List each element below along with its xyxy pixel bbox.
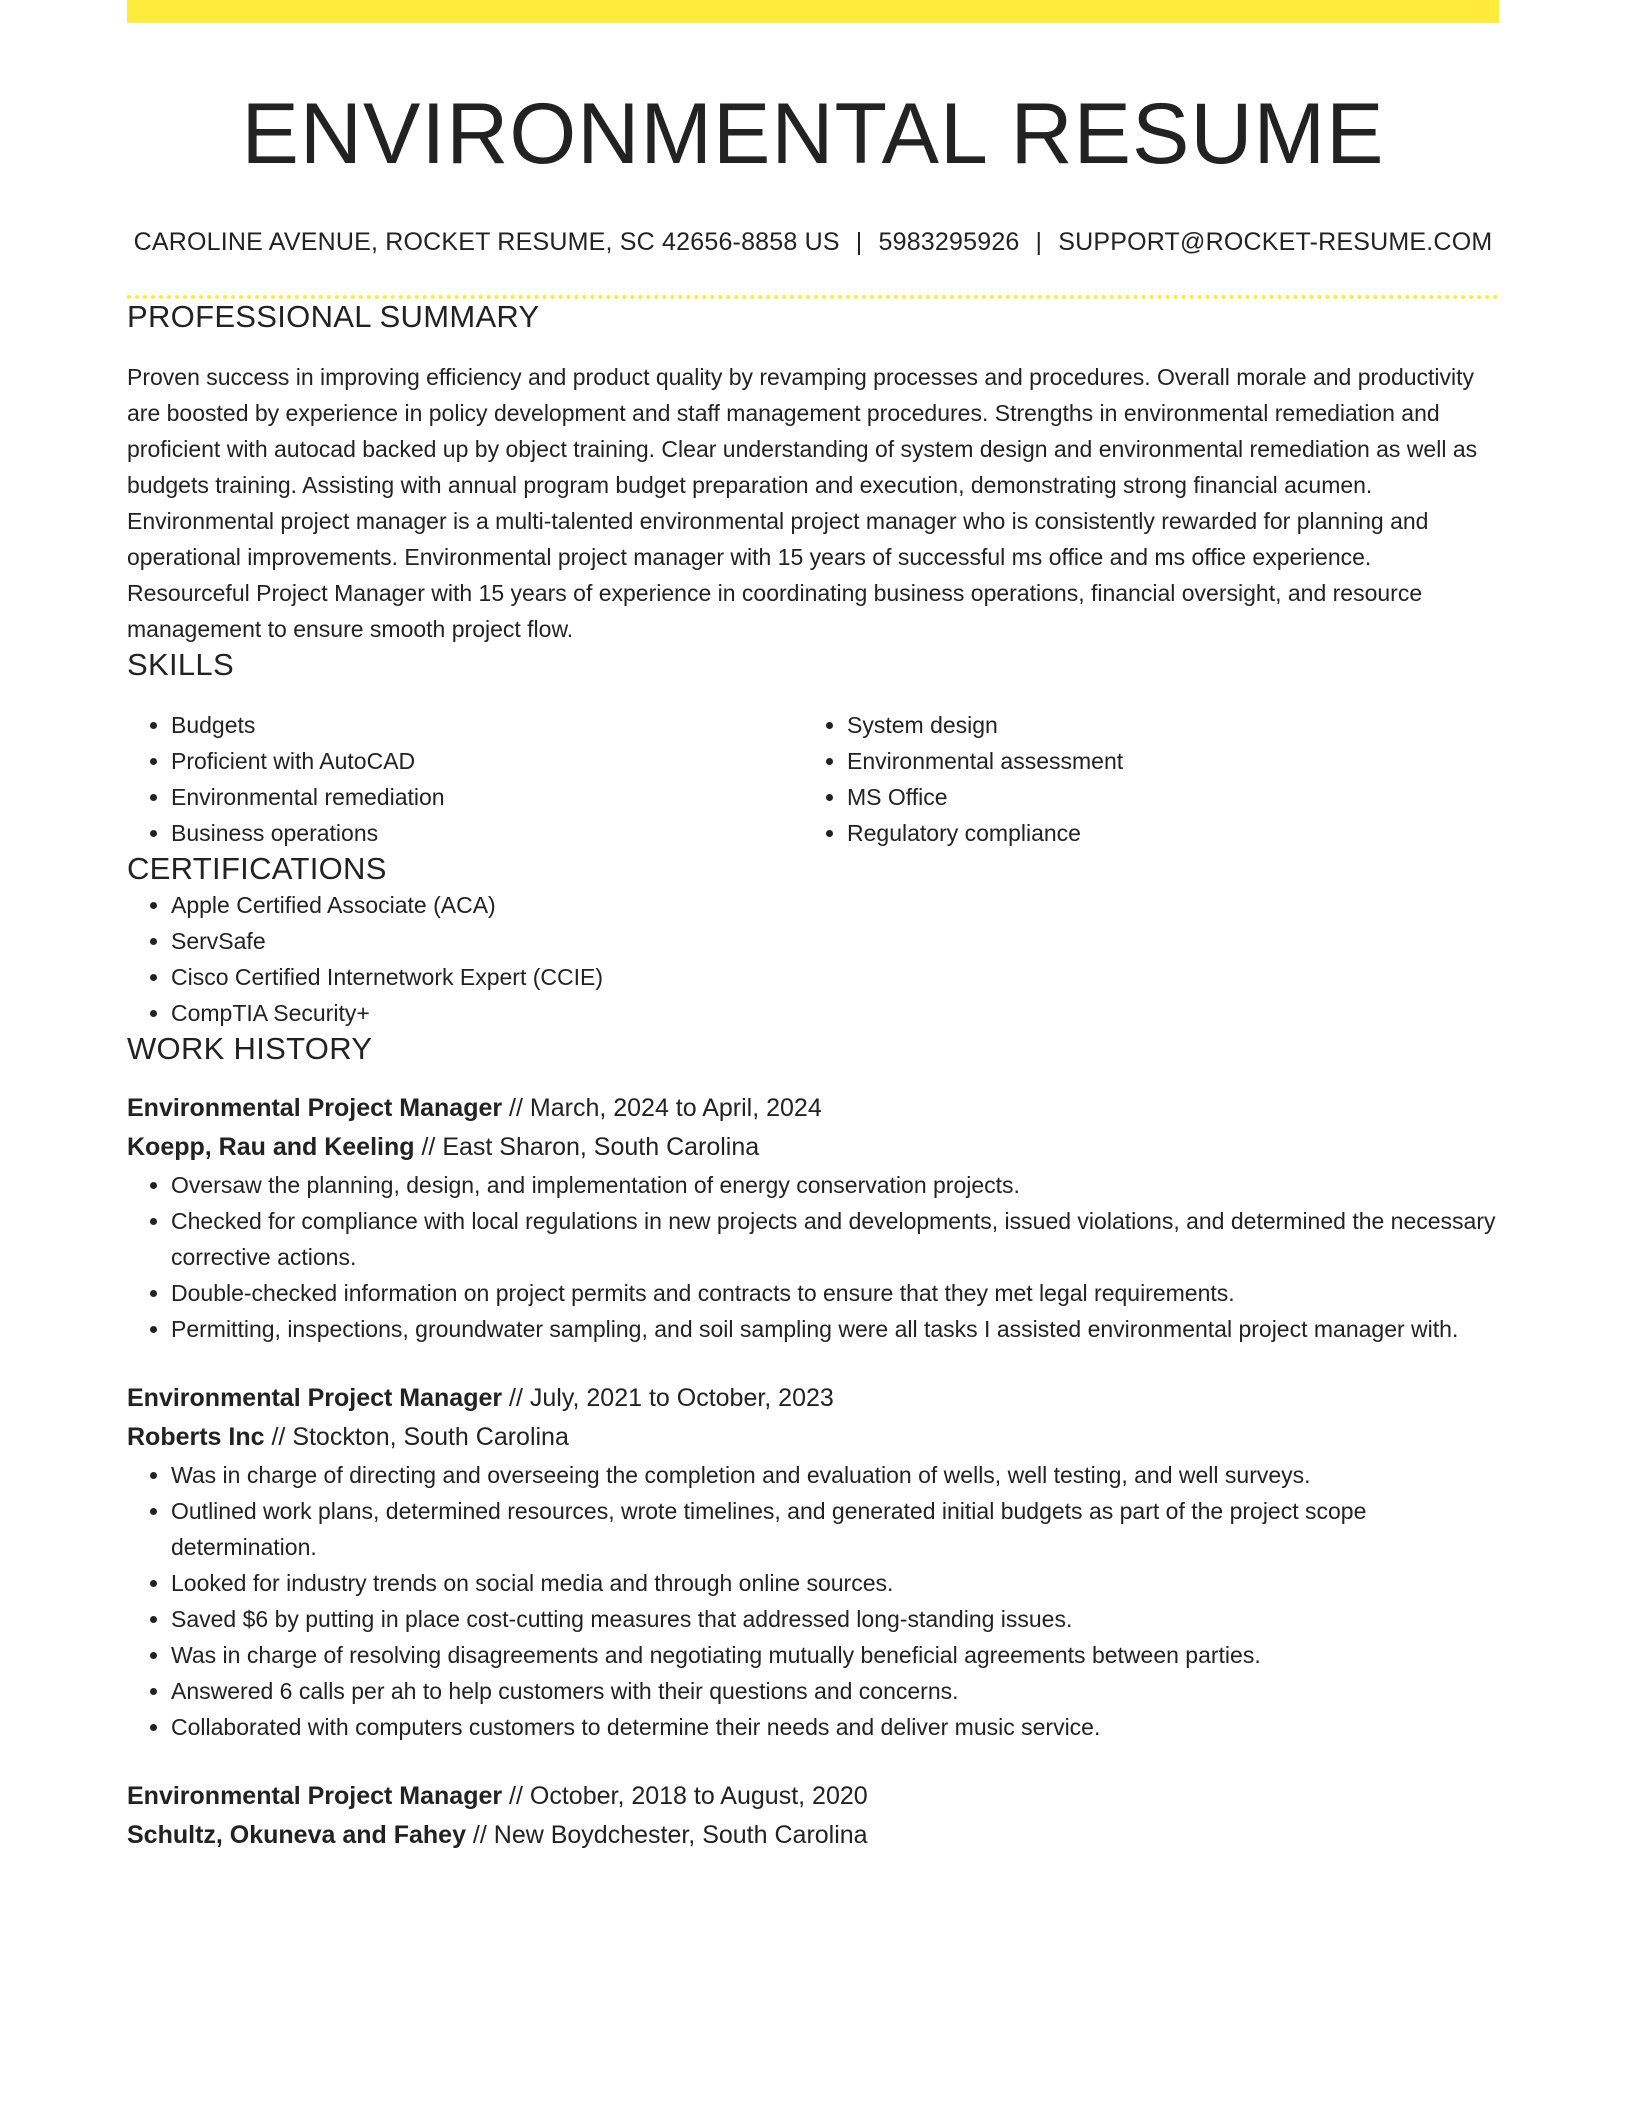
job-title-line [127,1777,1499,1816]
summary-text: Proven success in improving efficiency and product quality by revamping processes and procedures. Overall morale and productivity are boosted by experience in policy development and staff management procedures. Strengths in environmental remediation and proficient with autocad backed up by object training. Clear understanding of system design and environmental remediation as well as budgets training. Assisting with annual program budget preparation and execution, demonstrating strong financial acumen. Environmental project manager is a multi-talented environmental project manager who is consistently rewarded for planning and operational improvements. Environmental project manager with 15 years of successful ms office and ms office experience. Resourceful Project Manager with 15 years of experience in coordinating business operations, financial oversight, and resource management to ensure smooth project flow. [127,363,1478,642]
job-company: Schultz, Okuneva and Fahey [127,1820,466,1849]
contact-address: CAROLINE AVENUE, ROCKET RESUME, SC 42656-8858 US [133,227,840,256]
skill-item: • Regulatory compliance [847,815,1479,851]
certification-item: • Cisco Certified Internetwork Expert (CCIE) [171,959,1499,995]
job-dates: // March, 2024 to April, 2024 [502,1093,822,1122]
job-company-line [127,1816,1499,1855]
job-entry [127,1777,1499,1855]
resume-title: ENVIRONMENTAL RESUME [241,86,1385,182]
job-company-line [127,1418,1499,1457]
certification-item: • ServSafe [171,923,1499,959]
skills-heading: SKILLS [127,646,234,682]
skill-item: • MS Office [847,779,1479,815]
job-entry [127,1379,1499,1745]
contact-phone: 5983295926 [878,227,1020,256]
job-location: // East Sharon, South Carolina [414,1132,760,1161]
skill-item: • Environmental assessment [847,743,1479,779]
work-history-section [127,1031,1499,1855]
skills-list-left [127,707,803,851]
certifications-list [127,887,1499,1031]
job-company-line [127,1128,1499,1167]
summary-section [127,299,1499,647]
job-duty: • Outlined work plans, determined resources, wrote timelines, and generated initial budgets as part of the project scope determination. [171,1493,1499,1565]
certification-item: • Apple Certified Associate (ACA) [171,887,1499,923]
contact-email: SUPPORT@ROCKET-RESUME.COM [1058,227,1493,256]
contact-separator: | [1035,227,1043,256]
job-duty: • Permitting, inspections, groundwater sampling, and soil sampling were all tasks I assisted environmental project manager with. [171,1311,1499,1347]
skill-item: • Environmental remediation [171,779,803,815]
resume-page [127,0,1499,1855]
skill-item: • Proficient with AutoCAD [171,743,803,779]
job-entry [127,1089,1499,1347]
accent-top-bar [127,0,1499,23]
skills-section [127,647,1499,851]
summary-heading: PROFESSIONAL SUMMARY [127,298,540,334]
skill-item: • System design [847,707,1479,743]
job-duty: • Was in charge of resolving disagreements and negotiating mutually beneficial agreements between parties. [171,1637,1499,1673]
job-title: Environmental Project Manager [127,1383,503,1412]
job-duty: • Answered 6 calls per ah to help customers with their questions and concerns. [171,1673,1499,1709]
job-location: // Stockton, South Carolina [264,1422,569,1451]
job-dates: // July, 2021 to October, 2023 [502,1383,834,1412]
certifications-heading: CERTIFICATIONS [127,850,387,886]
job-duty: • Saved $6 by putting in place cost-cutting measures that addressed long-standing issues. [171,1601,1499,1637]
job-location: // New Boydchester, South Carolina [465,1820,868,1849]
job-duty: • Checked for compliance with local regulations in new projects and developments, issued violations, and determined the necessary corrective actions. [171,1203,1499,1275]
job-duty: • Looked for industry trends on social media and through online sources. [171,1565,1499,1601]
job-duties-list [127,1167,1499,1347]
job-title: Environmental Project Manager [127,1093,503,1122]
skill-item: • Budgets [171,707,803,743]
job-title: Environmental Project Manager [127,1781,503,1810]
job-company: Koepp, Rau and Keeling [127,1132,415,1161]
contact-line [127,228,1499,257]
skills-grid [127,707,1499,851]
certifications-section [127,851,1499,1031]
job-title-line [127,1379,1499,1418]
certification-item: • CompTIA Security+ [171,995,1499,1031]
job-dates: // October, 2018 to August, 2020 [502,1781,868,1810]
work-history-heading: WORK HISTORY [127,1030,373,1066]
job-title-line [127,1089,1499,1128]
job-duties-list [127,1457,1499,1745]
job-duty: • Oversaw the planning, design, and implementation of energy conservation projects. [171,1167,1499,1203]
job-duty: • Was in charge of directing and overseeing the completion and evaluation of wells, well testing, and well surveys. [171,1457,1499,1493]
job-duty: • Double-checked information on project permits and contracts to ensure that they met legal requirements. [171,1275,1499,1311]
contact-separator: | [855,227,863,256]
skills-list-right [803,707,1479,851]
skill-item: • Business operations [171,815,803,851]
job-duty: • Collaborated with computers customers to determine their needs and deliver music service. [171,1709,1499,1745]
job-company: Roberts Inc [127,1422,265,1451]
